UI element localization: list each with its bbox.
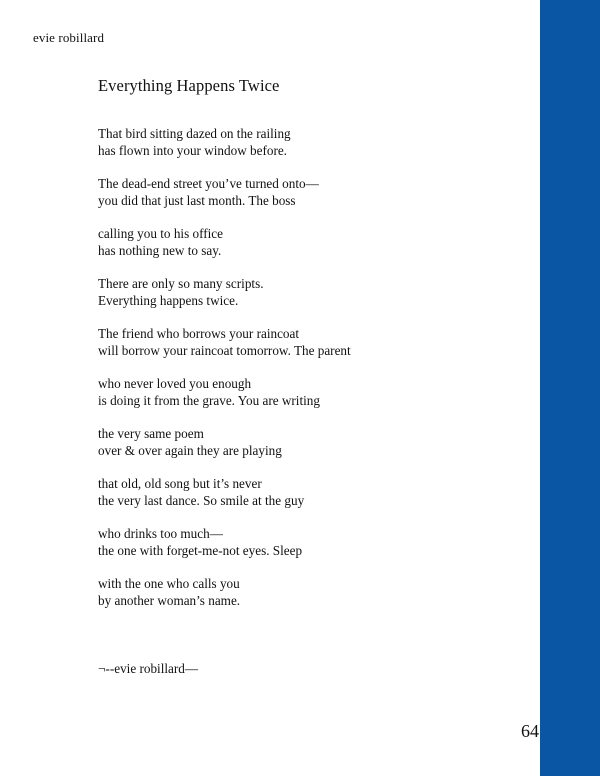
- poem-line: who drinks too much—: [98, 526, 223, 541]
- poem-line: The dead-end street you’ve turned onto—: [98, 176, 319, 191]
- stanza-8: [98, 476, 508, 509]
- poem-line: you did that just last month. The boss: [98, 192, 296, 208]
- poem-line: That bird sitting dazed on the railing: [98, 126, 291, 141]
- poem-line: the very same poem: [98, 426, 204, 441]
- poem-line: with the one who calls you: [98, 576, 240, 591]
- stanza-6: [98, 376, 508, 409]
- poem-line: Everything happens twice.: [98, 292, 239, 308]
- stanza-5: [98, 326, 508, 359]
- poem-line: the very last dance. So smile at the guy: [98, 492, 305, 508]
- stanza-10: [98, 576, 508, 609]
- poem-line: over & over again they are playing: [98, 442, 282, 458]
- poem-line: will borrow your raincoat tomorrow. The parent: [98, 342, 351, 358]
- stanza-9: [98, 526, 508, 559]
- poem-line: There are only so many scripts.: [98, 276, 264, 291]
- poem-line: has flown into your window before.: [98, 142, 287, 158]
- poem-line: The friend who borrows your raincoat: [98, 326, 300, 341]
- running-header-author: evie robillard: [33, 30, 105, 45]
- stanza-1: [98, 126, 508, 159]
- poem-line: who never loved you enough: [98, 376, 252, 391]
- poem-line: is doing it from the grave. You are writing: [98, 392, 320, 408]
- poem-line: by another woman’s name.: [98, 592, 241, 608]
- stanza-2: [98, 176, 508, 209]
- poem-signature: ¬--evie robillard—: [98, 661, 199, 676]
- poem-body: [98, 126, 508, 626]
- stanza-3: [98, 226, 508, 259]
- poem-title: Everything Happens Twice: [98, 76, 280, 95]
- poem-line: the one with forget-me-not eyes. Sleep: [98, 542, 303, 558]
- poem-line: calling you to his office: [98, 226, 224, 241]
- poem-line: has nothing new to say.: [98, 242, 222, 258]
- poem-line: that old, old song but it’s never: [98, 476, 262, 491]
- side-color-bar: [540, 0, 600, 776]
- stanza-7: [98, 426, 508, 459]
- stanza-4: [98, 276, 508, 309]
- page-number: 64: [521, 721, 539, 741]
